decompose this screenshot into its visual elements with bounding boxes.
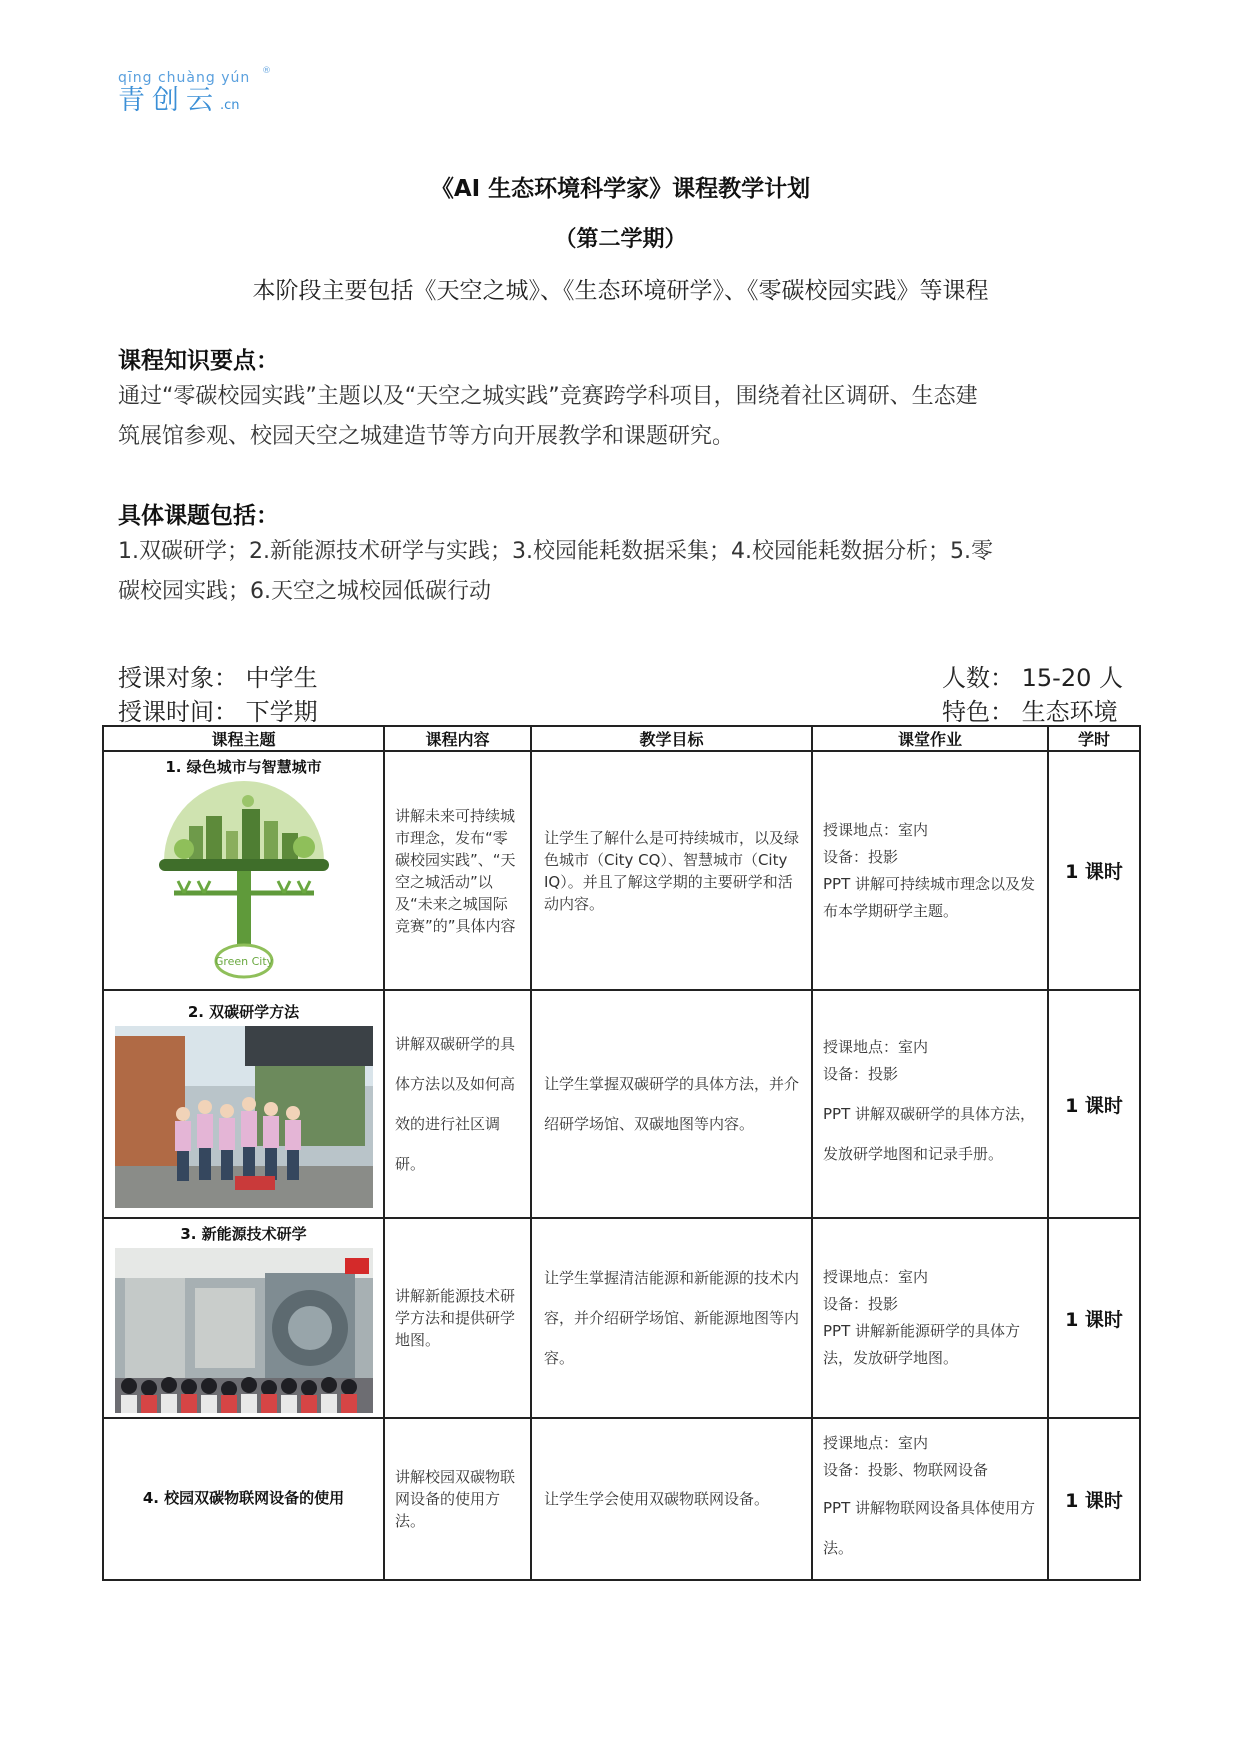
document-subtitle: （第二学期） <box>554 227 687 252</box>
feature-label: 特色： 生态环境 <box>942 698 1118 726</box>
header-content: 课程内容 <box>384 726 531 751</box>
homework-cell <box>812 990 1048 1218</box>
homework-cell <box>812 1418 1048 1580</box>
goal-cell: 让学生了解什么是可持续城市，以及绿色城市（City CQ）、智慧城市（City IQ）。并且了解这学期的主要研学和活动内容。 <box>531 751 812 990</box>
topics-paragraph <box>118 532 1118 612</box>
goal-cell: 让学生学会使用双碳物联网设备。 <box>531 1418 812 1580</box>
topic-cell <box>103 1218 384 1418</box>
topic-title: 4. 校园双碳物联网设备的使用 <box>142 1488 345 1507</box>
brand-logo <box>118 66 271 121</box>
knowledge-heading: 课程知识要点： <box>118 348 279 374</box>
logo-characters: 青创云 <box>118 85 220 116</box>
knowledge-paragraph <box>118 377 1118 457</box>
header-goal: 教学目标 <box>531 726 812 751</box>
homework-line: PPT 讲解双碳研学的具体方法，发放研学地图和记录手册。 <box>823 1105 1036 1163</box>
content-cell: 讲解双碳研学的具体方法以及如何高效的进行社区调研。 <box>384 990 531 1218</box>
topics-line-1: 1.双碳研学；2.新能源技术研学与实践；3.校园能耗数据采集；4.校园能耗数据分析；5.零 <box>118 539 993 564</box>
green-city-illustration <box>144 781 344 981</box>
homework-line: 授课地点：室内 <box>823 1268 929 1286</box>
topics-line-2: 碳校园实践；6.天空之城校园低碳行动 <box>118 579 491 604</box>
hours-cell: 1 课时 <box>1048 1418 1140 1580</box>
topic-title: 3. 新能源技术研学 <box>180 1225 307 1243</box>
logo-domain: .cn <box>220 98 240 113</box>
logo-registered-mark: ® <box>262 66 271 76</box>
homework-line: 设备：投影、物联网设备 <box>823 1461 989 1479</box>
document-intro: 本阶段主要包括《天空之城》、《生态环境研学》、《零碳校园实践》等课程 <box>252 278 989 304</box>
audience-label: 授课对象： 中学生 <box>118 664 318 692</box>
goal-cell: 让学生掌握双碳研学的具体方法，并介绍研学场馆、双碳地图等内容。 <box>531 990 812 1218</box>
topic-title: 1. 绿色城市与智慧城市 <box>165 758 322 776</box>
topic-cell <box>103 751 384 990</box>
content-cell: 讲解校园双碳物联网设备的使用方法。 <box>384 1418 531 1580</box>
homework-line: PPT 讲解可持续城市理念以及发布本学期研学主题。 <box>823 874 1036 920</box>
homework-line: PPT 讲解物联网设备具体使用方法。 <box>823 1499 1036 1557</box>
topic-title: 2. 双碳研学方法 <box>187 1002 300 1021</box>
time-label: 授课时间： 下学期 <box>118 698 318 726</box>
table-row <box>103 751 1140 990</box>
green-city-text: Green City <box>214 955 273 968</box>
header-topic: 课程主题 <box>103 726 384 751</box>
homework-line: 设备：投影 <box>823 1295 899 1313</box>
homework-cell <box>812 751 1048 990</box>
content-cell: 讲解新能源技术研学方法和提供研学地图。 <box>384 1218 531 1418</box>
homework-line: 授课地点：室内 <box>823 1038 929 1056</box>
knowledge-line-2: 筑展馆参观、校园天空之城建造节等方向开展教学和课题研究。 <box>118 424 735 449</box>
homework-cell <box>812 1218 1048 1418</box>
table-header-row <box>103 726 1140 751</box>
header-homework: 课堂作业 <box>812 726 1048 751</box>
field-study-photo <box>115 1026 373 1208</box>
document-title: 《AI 生态环境科学家》课程教学计划 <box>430 176 811 202</box>
course-plan-table <box>102 725 1141 1581</box>
knowledge-line-1: 通过“零碳校园实践”主题以及“天空之城实践”竞赛跨学科项目，围绕着社区调研、生态建 <box>118 384 978 409</box>
hours-cell: 1 课时 <box>1048 990 1140 1218</box>
logo-pinyin: qīng chuàng yún <box>118 70 251 86</box>
homework-line: 设备：投影 <box>823 847 899 866</box>
hours-cell: 1 课时 <box>1048 751 1140 990</box>
count-label: 人数： 15-20 人 <box>942 664 1123 692</box>
homework-line: 授课地点：室内 <box>823 1434 929 1452</box>
homework-line: 设备：投影 <box>823 1065 899 1083</box>
hours-cell: 1 课时 <box>1048 1218 1140 1418</box>
table-row <box>103 990 1140 1218</box>
goal-cell: 让学生掌握清洁能源和新能源的技术内容，并介绍研学场馆、新能源地图等内容。 <box>531 1218 812 1418</box>
table-row <box>103 1218 1140 1418</box>
topic-cell <box>103 1418 384 1580</box>
table-row <box>103 1418 1140 1580</box>
topics-heading: 具体课题包括： <box>118 503 279 529</box>
content-cell: 讲解未来可持续城市理念，发布“零碳校园实践”、“天空之城活动”以及“未来之城国际竞赛”的”具体内容 <box>384 751 531 990</box>
energy-lab-photo <box>115 1248 373 1413</box>
homework-line: 授课地点：室内 <box>823 820 929 839</box>
topic-cell <box>103 990 384 1218</box>
header-hours: 学时 <box>1048 726 1140 751</box>
homework-line: PPT 讲解新能源研学的具体方法，发放研学地图。 <box>823 1322 1021 1367</box>
